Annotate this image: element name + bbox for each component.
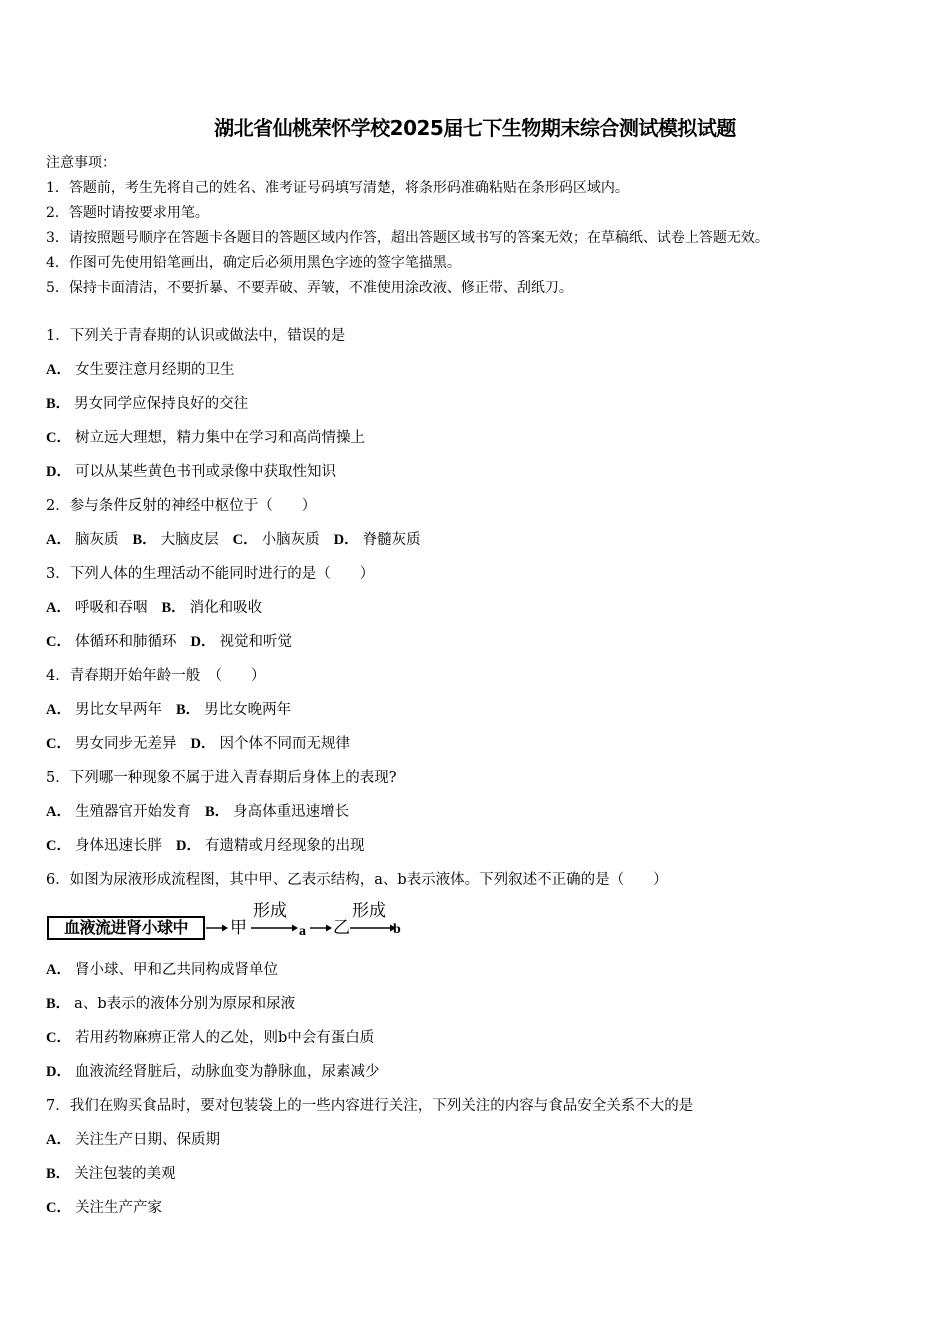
option-row <box>46 591 926 625</box>
option-text: 因个体不同而无规律 <box>219 736 350 752</box>
option-letter: C． <box>46 1200 71 1216</box>
option-letter: B． <box>161 600 186 616</box>
option-row <box>46 421 926 455</box>
option-text: 生殖器官开始发育 <box>74 804 191 820</box>
option-text: 树立远大理想，精力集中在学习和高尚情操上 <box>74 430 365 446</box>
page-title: 湖北省仙桃荣怀学校2025届七下生物期末综合测试模拟试题 <box>214 116 736 140</box>
option-letter: A． <box>46 804 71 820</box>
option-letter: B． <box>204 804 230 820</box>
option-text: 身体迅速长胖 <box>74 838 162 854</box>
question-stem: 7．我们在购买食品时，要对包装袋上的一些内容进行关注，下列关注的内容与食品安全关系不大的是 <box>46 1098 694 1114</box>
option-letter: C． <box>46 430 71 446</box>
note-item: 5．保持卡面清洁，不要折暴、不要弄破、弄皱，不准使用涂改液、修正带、刮纸刀。 <box>46 280 573 296</box>
label-form-1: 形成 <box>253 901 287 921</box>
option-text: 关注包装的美观 <box>74 1166 176 1182</box>
note-item: 4．作图可先使用铅笔画出，确定后必须用黑色字迹的签字笔描黑。 <box>46 255 461 271</box>
option-row <box>46 829 926 863</box>
question-stem: 3．下列人体的生理活动不能同时进行的是（ ） <box>46 566 375 582</box>
option-row <box>46 693 926 727</box>
option-text: 有遗精或月经现象的出现 <box>204 838 365 854</box>
flow-diagram <box>46 901 402 943</box>
option-row <box>46 953 926 987</box>
option-text: 大脑皮层 <box>160 532 219 548</box>
notes-heading: 注意事项： <box>46 155 116 171</box>
option-text: 关注生产日期、保质期 <box>74 1132 220 1148</box>
option-text: 男女同步无差异 <box>74 736 177 752</box>
diagram-start-box: 血液流进肾小球中 <box>47 916 205 940</box>
option-row <box>46 1191 926 1225</box>
option-letter: A． <box>46 532 71 548</box>
notes-section <box>46 151 926 301</box>
option-text: 呼吸和吞咽 <box>74 600 148 616</box>
option-row <box>46 1021 926 1055</box>
option-letter: D． <box>190 736 216 752</box>
option-text: 肾小球、甲和乙共同构成肾单位 <box>74 962 278 978</box>
option-letter: A． <box>46 962 71 978</box>
option-letter: C． <box>46 1030 71 1046</box>
option-row <box>46 1157 926 1191</box>
option-text: 若用药物麻痹正常人的乙处，则b中会有蛋白质 <box>74 1030 375 1046</box>
option-text: 血液流经肾脏后，动脉血变为静脉血，尿素减少 <box>74 1064 380 1080</box>
option-letter: A． <box>46 600 71 616</box>
option-row <box>46 1123 926 1157</box>
node-b: b <box>393 922 401 937</box>
note-item: 3．请按照题号顺序在答题卡各题目的答题区域内作答，超出答题区域书写的答案无效；在草稿纸、试卷上答题无效。 <box>46 230 769 246</box>
option-text: a、b表示的液体分别为原尿和尿液 <box>74 996 296 1012</box>
option-letter: D． <box>190 634 216 650</box>
option-letter: A． <box>46 362 71 378</box>
question-stem: 2．参与条件反射的神经中枢位于（ ） <box>46 498 317 514</box>
question-stem: 4．青春期开始年龄一般 （ ） <box>46 668 266 684</box>
option-row <box>46 387 926 421</box>
option-letter: C． <box>46 838 71 854</box>
questions-section <box>46 319 926 1225</box>
option-letter: D． <box>46 464 71 480</box>
option-text: 消化和吸收 <box>189 600 263 616</box>
option-row <box>46 727 926 761</box>
option-row <box>46 455 926 489</box>
option-text: 男比女早两年 <box>74 702 162 718</box>
option-text: 男女同学应保持良好的交往 <box>74 396 249 412</box>
option-row <box>46 625 926 659</box>
option-text: 可以从某些黄色书刊或录像中获取性知识 <box>74 464 336 480</box>
option-row <box>46 353 926 387</box>
question-stem: 6．如图为尿液形成流程图，其中甲、乙表示结构，a、b表示液体。下列叙述不正确的是（ ） <box>46 872 668 888</box>
option-letter: C． <box>232 532 258 548</box>
option-letter: D． <box>175 838 201 854</box>
option-letter: B． <box>132 532 157 548</box>
option-letter: D． <box>333 532 359 548</box>
option-row <box>46 795 926 829</box>
option-text: 视觉和听觉 <box>219 634 292 650</box>
option-text: 男比女晚两年 <box>204 702 292 718</box>
urine-formation-diagram <box>46 897 926 953</box>
option-letter: C． <box>46 736 71 752</box>
node-yi: 乙 <box>333 918 350 938</box>
note-item: 2．答题时请按要求用笔。 <box>46 205 209 221</box>
option-letter: B． <box>46 1166 71 1182</box>
option-letter: B． <box>46 396 71 412</box>
question-stem: 1．下列关于青春期的认识或做法中，错误的是 <box>46 328 346 344</box>
label-form-2: 形成 <box>352 901 386 921</box>
option-row <box>46 523 926 557</box>
option-letter: B． <box>175 702 201 718</box>
option-letter: B． <box>46 996 71 1012</box>
note-item: 1．答题前，考生先将自己的姓名、准考证号码填写清楚，将条形码准确粘贴在条形码区域内。 <box>46 180 629 196</box>
option-letter: C． <box>46 634 71 650</box>
option-letter: A． <box>46 1132 71 1148</box>
option-text: 小脑灰质 <box>261 532 320 548</box>
option-text: 女生要注意月经期的卫生 <box>74 362 235 378</box>
option-text: 脑灰质 <box>74 532 119 548</box>
option-letter: D． <box>46 1064 71 1080</box>
option-text: 关注生产产家 <box>74 1200 162 1216</box>
node-jia: 甲 <box>230 918 247 938</box>
option-text: 脊髓灰质 <box>362 532 421 548</box>
option-letter: A． <box>46 702 71 718</box>
option-row <box>46 987 926 1021</box>
question-stem: 5．下列哪一种现象不属于进入青春期后身体上的表现? <box>46 770 397 786</box>
option-row <box>46 1055 926 1089</box>
option-text: 体循环和肺循环 <box>74 634 177 650</box>
option-text: 身高体重迅速增长 <box>233 804 350 820</box>
node-a: a <box>299 924 306 939</box>
